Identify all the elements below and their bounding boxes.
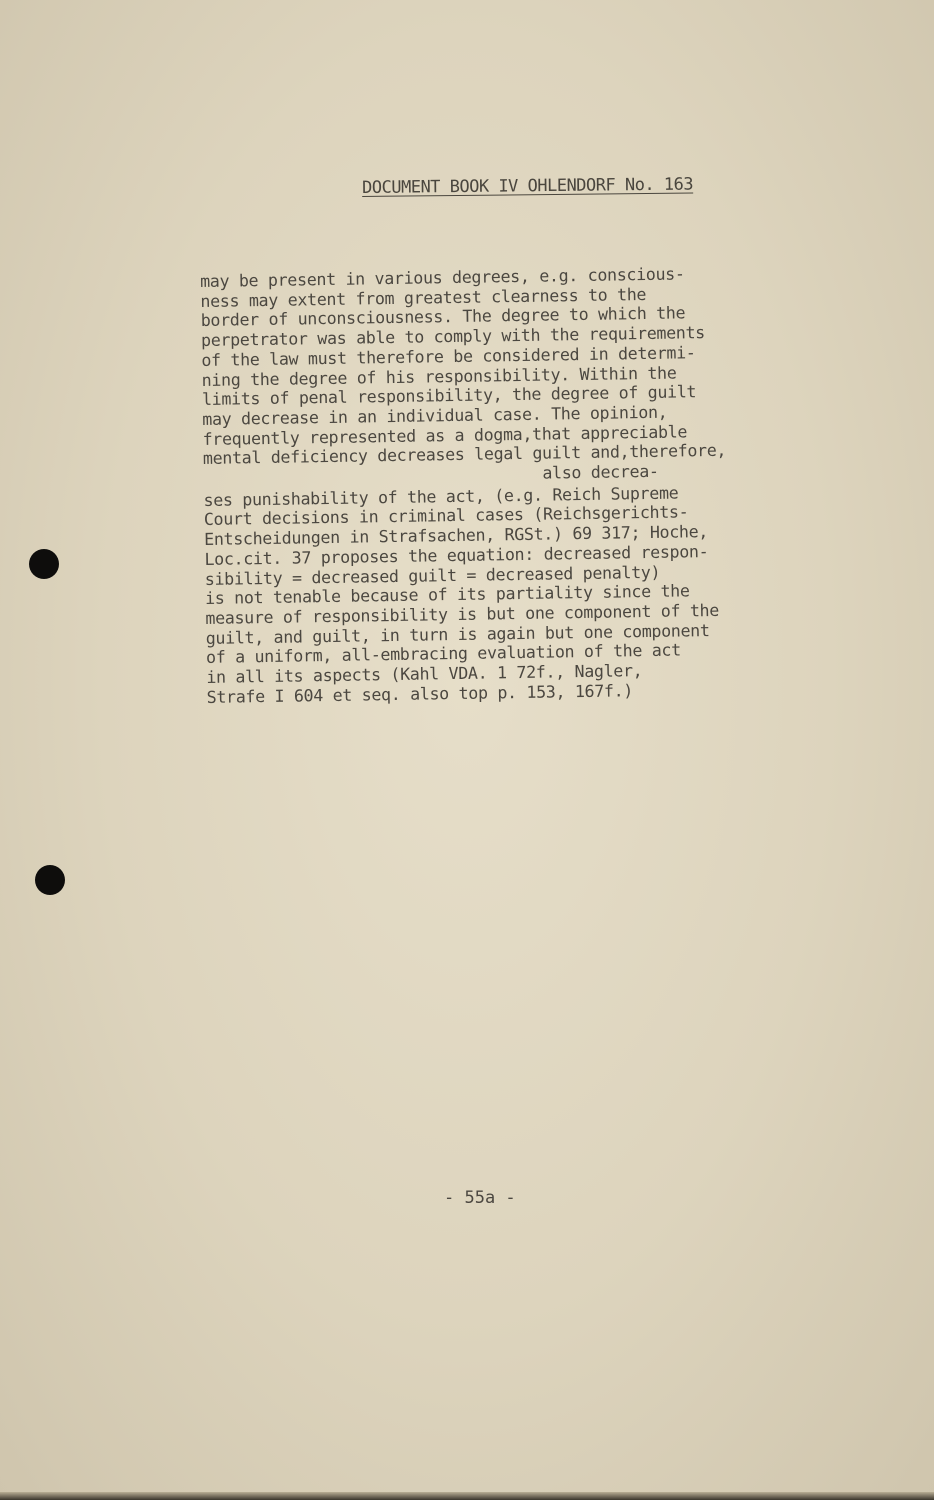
body-line: of a uniform, all-embracing evaluation of the act	[205, 640, 681, 668]
body-line: of the law must therefore be considered in determi-	[201, 343, 696, 370]
body-line: Strafe I 604 et seq. also top p. 153, 167f.)	[206, 681, 634, 707]
body-line: Court decisions in criminal cases (Reichsgerichts-	[203, 502, 689, 530]
body-text	[200, 262, 867, 708]
body-line: Loc.cit. 37 proposes the equation: decreased respon-	[204, 541, 709, 569]
body-line: Entscheidungen in Strafsachen, RGSt.) 69 317; Hoche,	[204, 522, 709, 550]
punch-hole	[29, 549, 59, 579]
body-line: perpetrator was able to comply with the requirements	[200, 323, 706, 351]
body-line: ning the degree of his responsibility. Within the	[201, 363, 677, 390]
punch-hole	[35, 865, 65, 895]
body-line: may decrease in an individual case. The opinion,	[202, 402, 668, 429]
body-line: ses punishability of the act, (e.g. Reich Supreme	[203, 483, 679, 510]
body-line: limits of penal responsibility, the degree of guilt	[201, 382, 697, 410]
body-line: also decrea-	[203, 461, 659, 489]
page-number: - 55a -	[444, 1188, 516, 1208]
body-line: guilt, and guilt, in turn is again but one component	[205, 620, 710, 648]
body-line: border of unconsciousness. The degree to which the	[200, 303, 686, 331]
document-header: DOCUMENT BOOK IV OHLENDORF No. 163	[362, 174, 694, 198]
body-line: in all its aspects (Kahl VDA. 1 72f., Nagler,	[206, 661, 643, 688]
body-line: may be present in various degrees, e.g. conscious-	[200, 264, 685, 291]
body-line: mental deficiency decreases legal guilt and,therefore,	[202, 441, 727, 469]
body-line: measure of responsibility is but one component of the	[205, 600, 720, 628]
body-line: frequently represented as a dogma,that appreciable	[202, 421, 688, 449]
body-line: sibility = decreased guilt = decreased penalty)	[204, 562, 661, 589]
body-line: ness may extent from greatest clearness to the	[200, 284, 647, 311]
body-line: is not tenable because of its partiality since the	[204, 581, 690, 609]
page-edge	[0, 1492, 934, 1500]
